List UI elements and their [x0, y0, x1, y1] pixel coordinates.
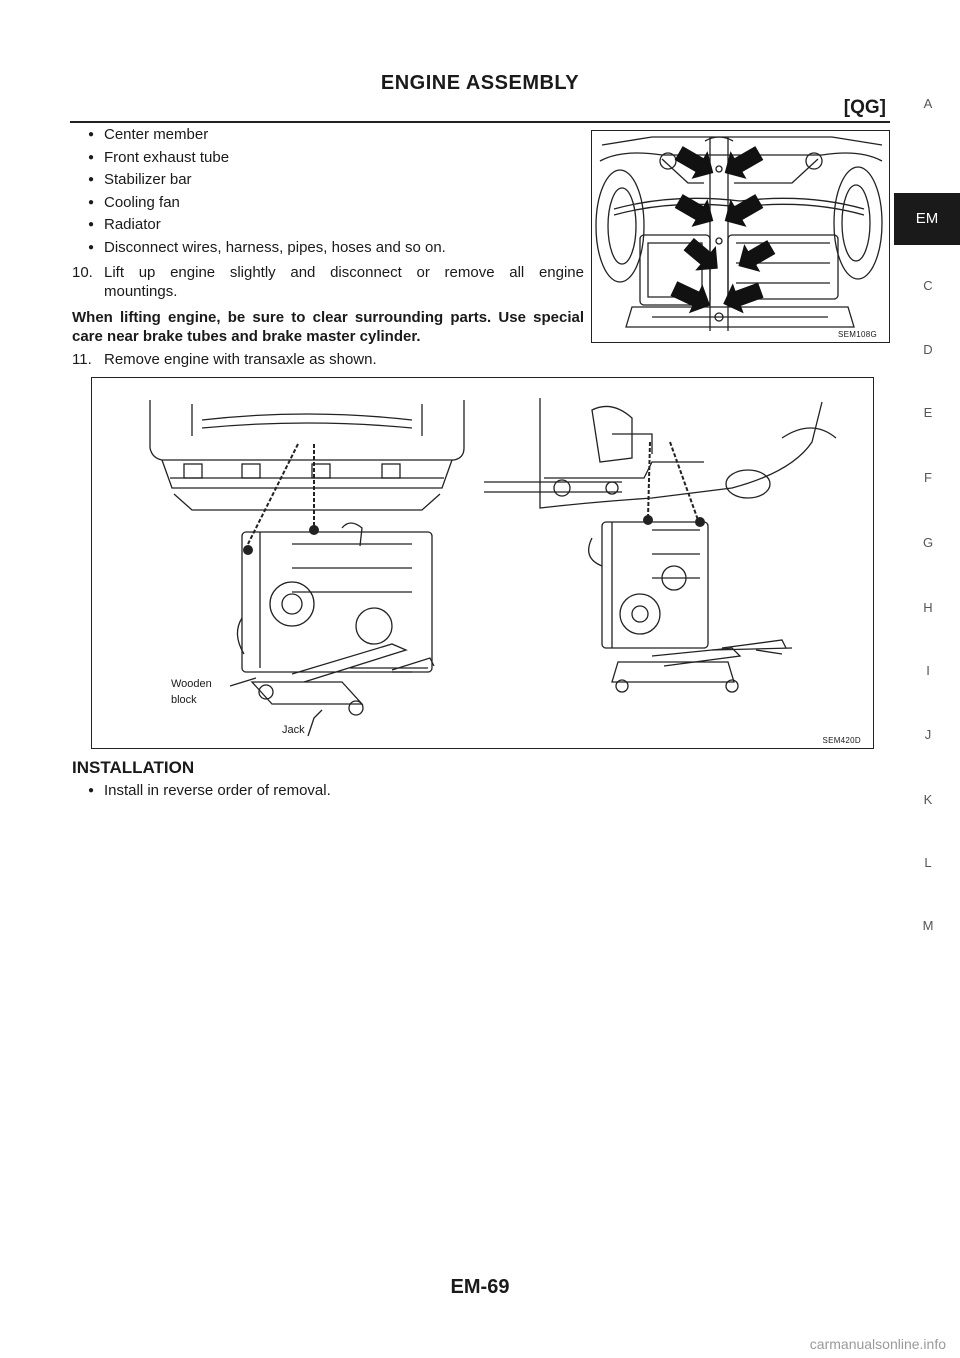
- side-index-a[interactable]: A: [923, 96, 933, 111]
- watermark-text: carmanualsonline.info: [809, 1336, 946, 1352]
- list-item: ● Stabilizer bar: [88, 169, 446, 192]
- step-number: 11.: [72, 351, 92, 368]
- side-index-j[interactable]: J: [924, 727, 932, 742]
- step-text-line: Remove engine with transaxle as shown.: [104, 351, 377, 368]
- step-text-line: mountings.: [104, 283, 178, 300]
- figure-engine-removal: [91, 377, 874, 749]
- list-item: ● Install in reverse order of removal.: [88, 780, 331, 803]
- removal-items-list: [88, 124, 446, 260]
- list-item: ● Disconnect wires, harness, pipes, hoses and so on.: [88, 237, 446, 260]
- list-item: ● Cooling fan: [88, 192, 446, 215]
- side-index-l[interactable]: L: [924, 855, 932, 870]
- side-index-k[interactable]: K: [923, 792, 933, 807]
- side-index-f[interactable]: F: [924, 470, 932, 485]
- list-item: ● Front exhaust tube: [88, 147, 446, 170]
- page-number: EM-69: [450, 1276, 510, 1298]
- list-item: ● Center member: [88, 124, 446, 147]
- label-jack: Jack: [282, 724, 305, 736]
- warning-text: When lifting engine, be sure to clear surrounding parts. Use special care near brake tubes and brake master cylinder.: [72, 309, 584, 345]
- header-divider: [70, 121, 890, 123]
- side-index-i[interactable]: I: [926, 663, 930, 678]
- page-title: ENGINE ASSEMBLY: [380, 72, 580, 94]
- figure-engine-mountings: [591, 130, 890, 343]
- installation-list: [88, 780, 331, 803]
- list-item: ● Radiator: [88, 214, 446, 237]
- section-code: [QG]: [843, 97, 886, 118]
- figure-code: SEM420D: [822, 736, 861, 745]
- installation-heading: INSTALLATION: [72, 758, 195, 777]
- label-wooden-block: [171, 676, 212, 708]
- step-number: 10.: [72, 264, 93, 281]
- side-index-d[interactable]: D: [923, 342, 933, 357]
- label-wooden: Wooden: [171, 678, 212, 690]
- step-10: [72, 263, 584, 301]
- side-index-em-active[interactable]: EM: [894, 193, 960, 245]
- side-index-h[interactable]: H: [923, 600, 933, 615]
- side-index-c[interactable]: C: [923, 278, 933, 293]
- figure-code: SEM108G: [837, 330, 877, 339]
- side-index-e[interactable]: E: [923, 405, 933, 420]
- side-index-m[interactable]: M: [922, 918, 934, 933]
- side-index-g[interactable]: G: [922, 535, 934, 550]
- figure-engine-mountings-drawing: [592, 131, 889, 342]
- label-block: block: [171, 694, 197, 706]
- step-text-line: Lift up engine slightly and disconnect or remove all engine: [104, 264, 584, 281]
- step-11: [72, 350, 584, 369]
